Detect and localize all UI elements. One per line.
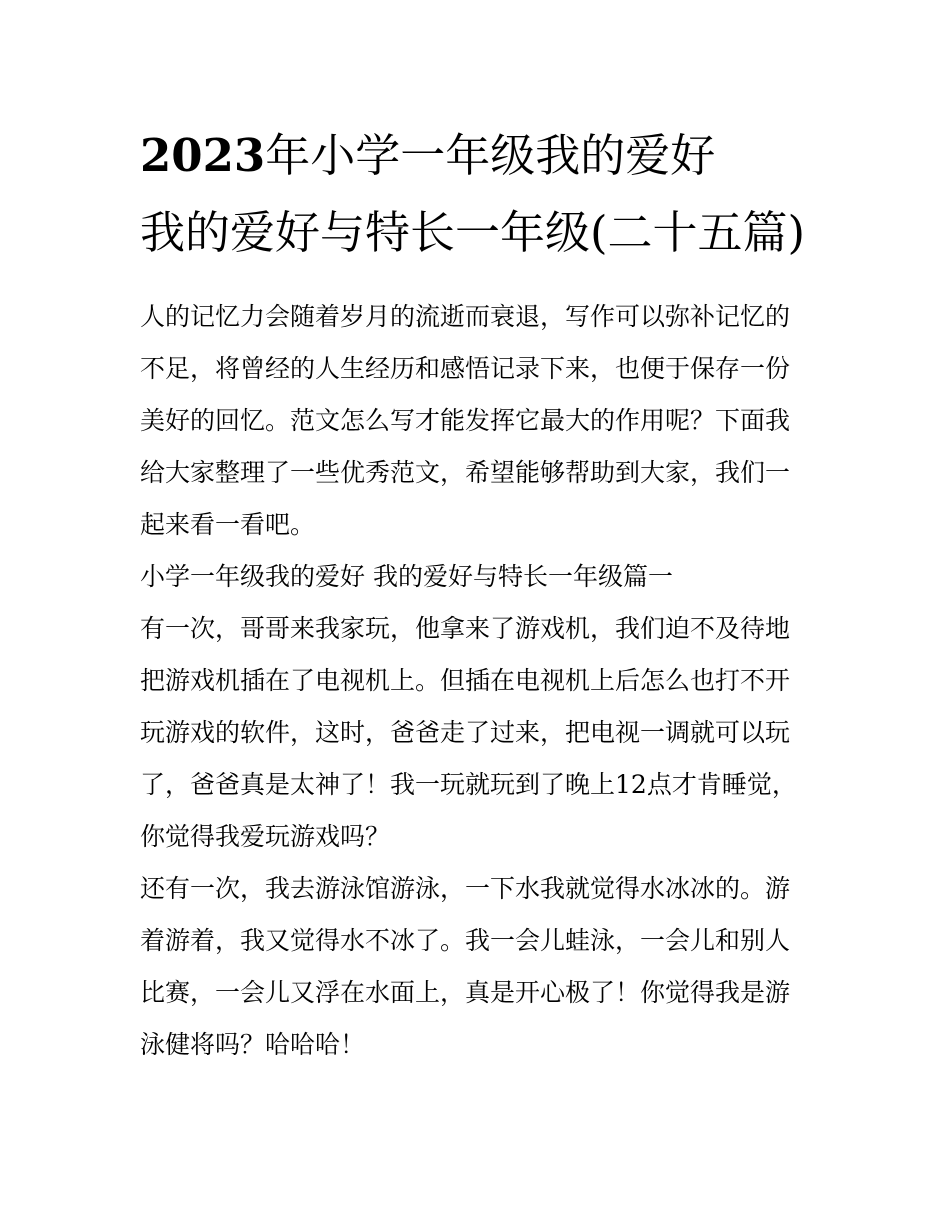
title-text-1: 年小学一年级我的爱好 <box>265 129 716 182</box>
document-page <box>140 118 812 1071</box>
title-line-2: 我的爱好与特长一年级(二十五篇) <box>140 205 806 259</box>
title-line-1 <box>140 118 812 195</box>
intro-paragraph: 人的记忆力会随着岁月的流逝而衰退，写作可以弥补记忆的不足，将曾经的人生经历和感悟记录下来，也便于保存一份美好的回忆。范文怎么写才能发挥它最大的作用呢？下面我给大家整理了一些优秀范文，希望能够帮助到大家，我们一起来看一看吧。 <box>140 302 791 539</box>
body-paragraph-2: 还有一次，我去游泳馆游泳，一下水我就觉得水冰冰的。游着游着，我又觉得水不冰了。我一会儿蛙泳，一会儿和别人比赛，一会儿又浮在水面上，真是开心极了！你觉得我是游泳健将吗？哈哈哈！ <box>140 874 791 1059</box>
body-paragraph-1: 有一次，哥哥来我家玩，他拿来了游戏机，我们迫不及待地把游戏机插在了电视机上。但插在电视机上后怎么也打不开玩游戏的软件，这时，爸爸走了过来，把电视一调就可以玩了，爸爸真是太神了！我一玩就玩到了晚上12点才肯睡觉，你觉得我爱玩游戏吗？ <box>140 614 797 851</box>
title-year: 2023 <box>140 129 266 182</box>
section-heading: 小学一年级我的爱好 我的爱好与特长一年级篇一 <box>140 562 673 591</box>
document-title <box>140 118 812 271</box>
